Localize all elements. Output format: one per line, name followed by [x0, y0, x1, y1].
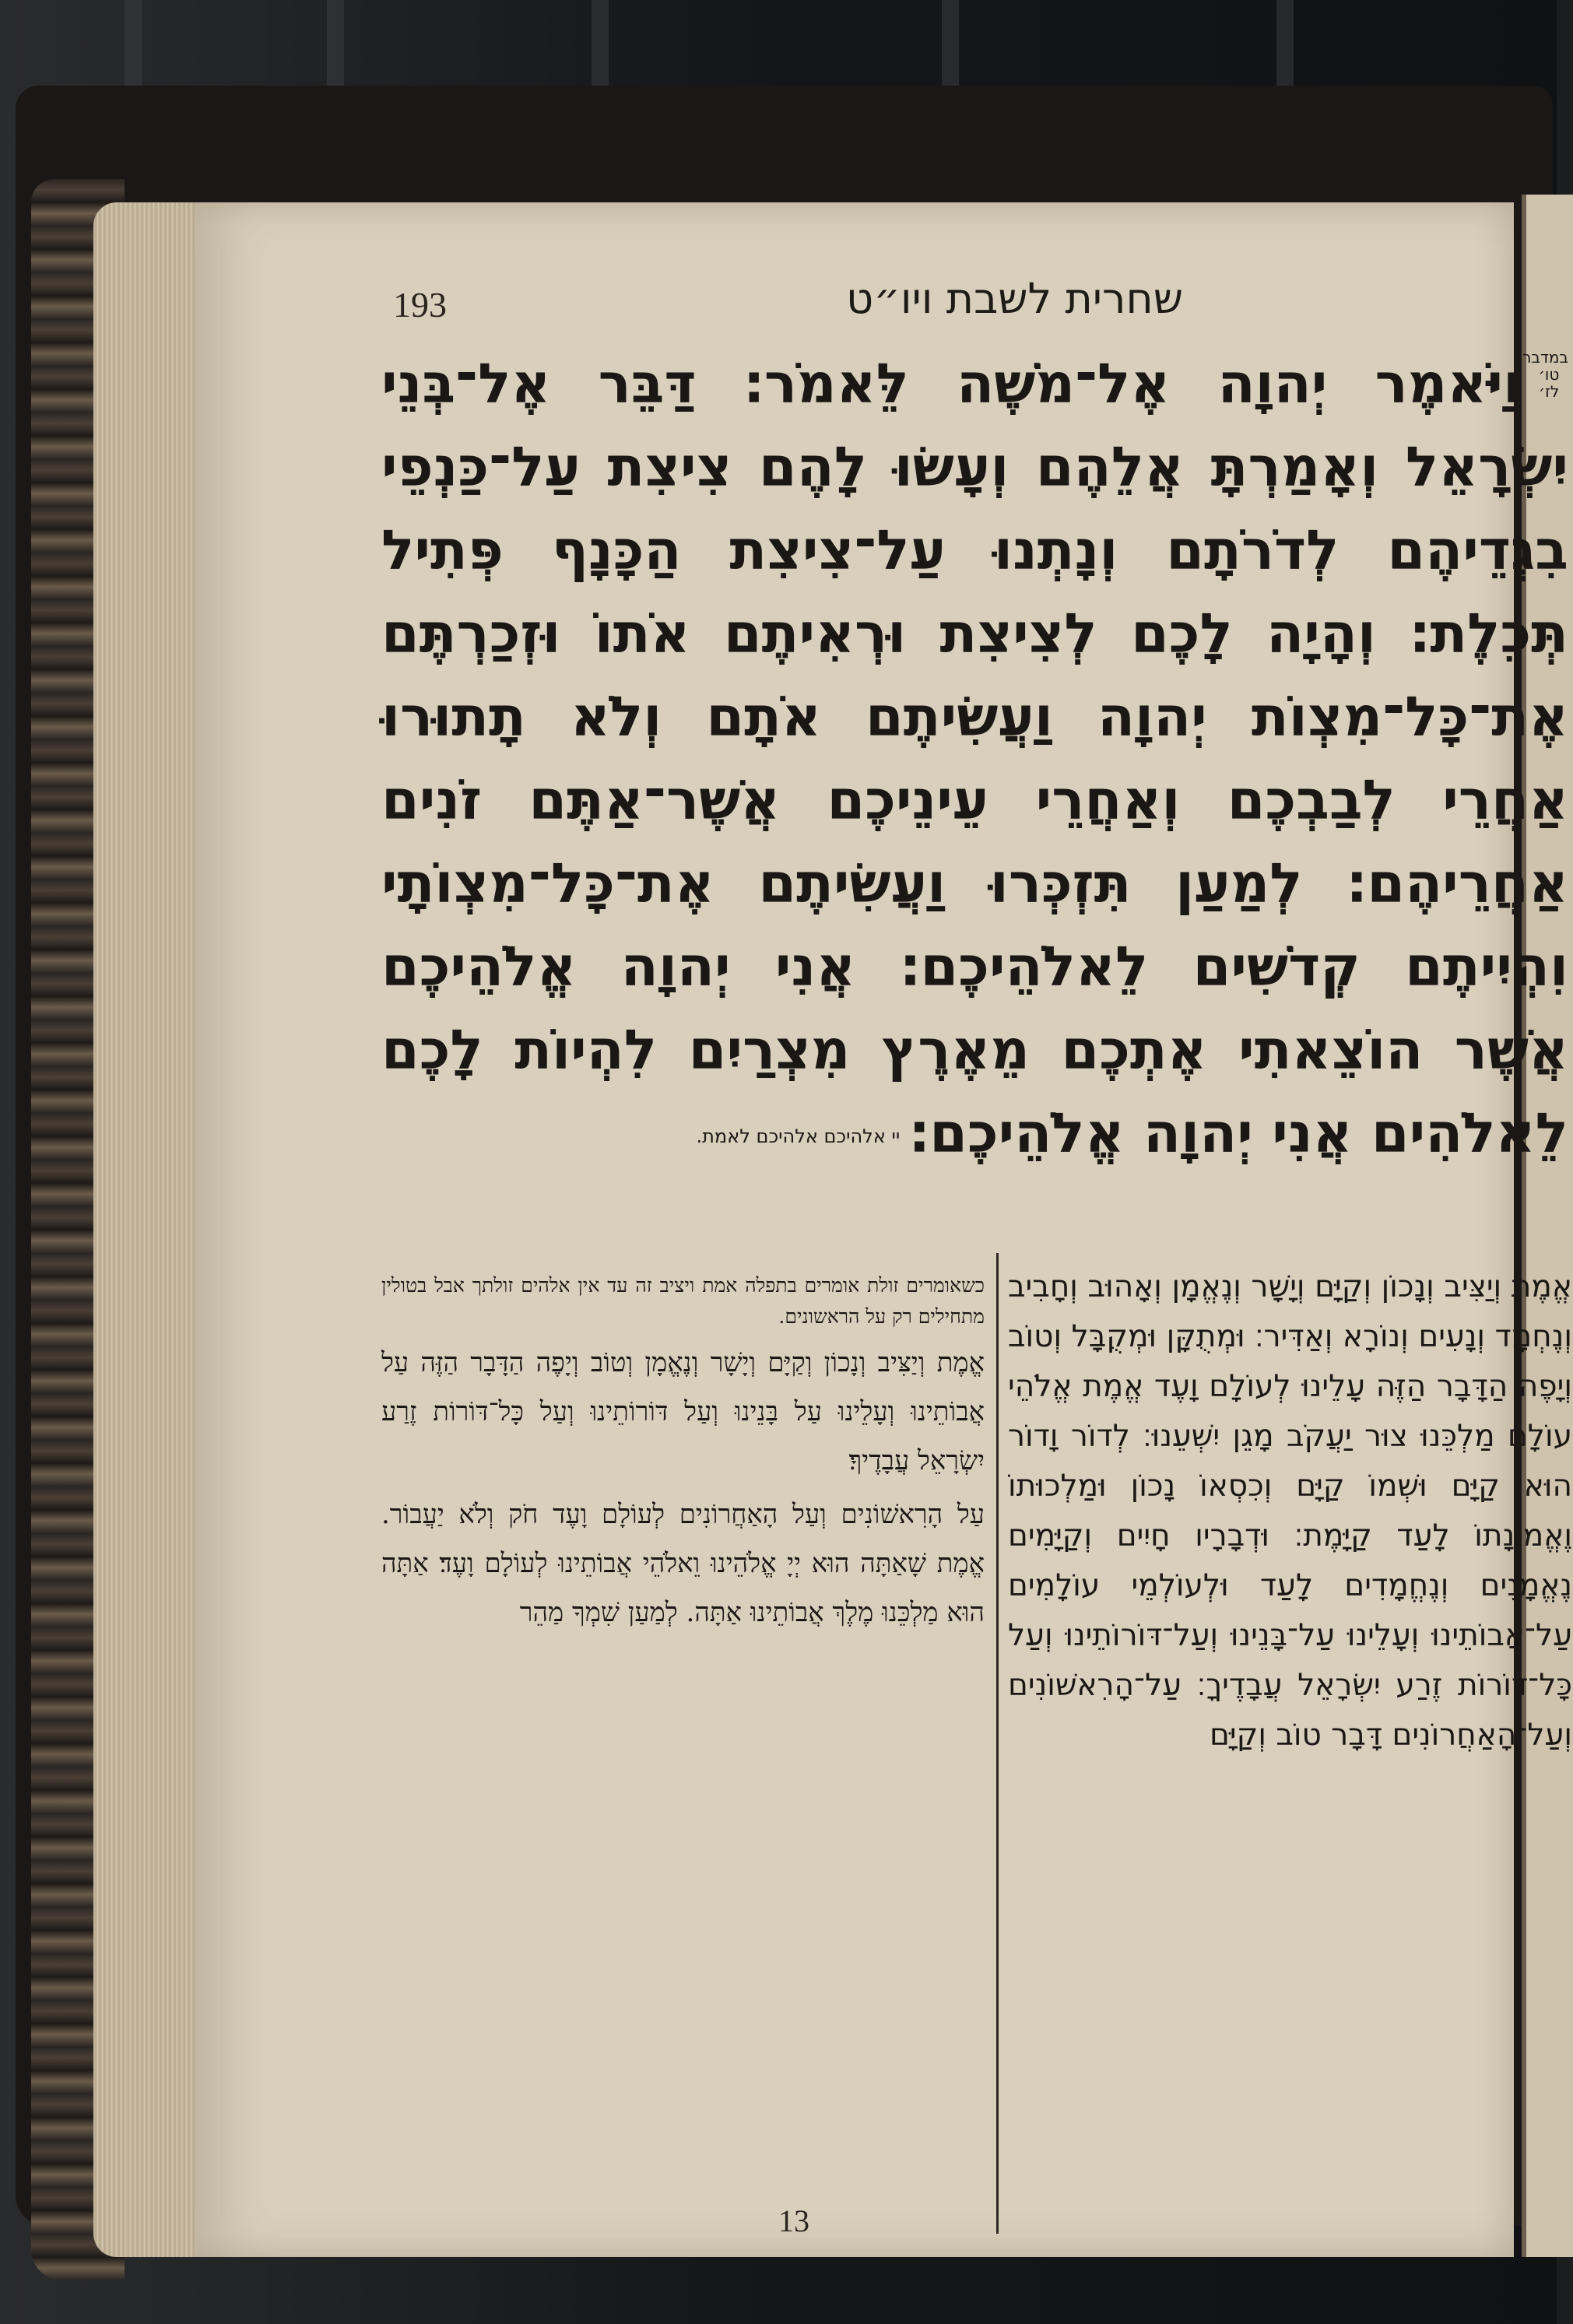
background-stripe — [125, 0, 142, 93]
running-head: שחרית לשבת ויו״ט — [846, 274, 1183, 323]
left-column-note: כשאומרים זולת אומרים בתפלה אמת ויציב זה עד אין אלהים זולתך אבל בטולין מתחילים רק על הראשונים. — [381, 1274, 985, 1328]
left-column — [381, 1270, 985, 1642]
left-column-paragraph: עַל הָרִאשׁוֹנִים וְעַל הָאַחֲרוֹנִים לְעוֹלָם וָעֶד חֹק וְלֹא יַעֲבוֹר. אֱמֶת שָׁאַתָּה הוּא יְיָ אֱלֹהֵינוּ וֵאלֹהֵי אֲבוֹתֵינוּ לְעוֹלָם וָעֶד׃ אַתָּה הוּא מַלְכֵּנוּ מֶלֶךְ אֲבוֹתֵינוּ אַתָּה. לְמַעַן שִׁמְךָ מַהֵר — [381, 1499, 985, 1628]
background-stripe — [1276, 0, 1294, 93]
page-content — [195, 202, 1572, 2257]
right-column-text: אֱמֶת וְיַצִּיב וְנָכוֹן וְקַיָּם וְיָשָׁר וְנֶאֱמָן וְאָהוּב וְחָבִיב וְנֶחְמָד וְנָעִים וְנוֹרָא וְאַדִּיר׃ וּמְתֻקָּן וּמְקֻבָּל וְטוֹב וְיָפֶה הַדָּבָר הַזֶּה עָלֵינוּ לְעוֹלָם וָעֶד אֱמֶת אֱלֹהֵי עוֹלָם מַלְכֵּנוּ צוּר יַעֲקֹב מָגֵן יִשְׁעֵנוּ׃ לְדוֹר וָדוֹר הוּא קַיָּם וּשְׁמוֹ קַיָּם וְכִסְאוֹ נָכוֹן וּמַלְכוּתוֹ וֶאֱמוּנָתוֹ לָעַד קַיָּמֶת׃ וּדְבָרָיו חָיִים וְקַיָּמִים נֶאֱמָנִים וְנֶחֱמָדִים לָעַד וּלְעוֹלְמֵי עוֹלָמִים עַל־אֲבוֹתֵינוּ וְעָלֵינוּ עַל־בָּנֵינוּ וְעַל־דּוֹרוֹתֵינוּ וְעַל כָּל־דּוֹרוֹת זֶרַע יִשְׂרָאֵל עֲבָדֶיךָ׃ עַל־הָרִאשׁוֹנִים וְעַל־הָאַחֲרוֹנִים דָּבָר טוֹב וְקַיָּם — [1008, 1269, 1572, 1753]
background-stripe — [327, 0, 344, 93]
main-passage-note: יי אלהיכם אלהיכם לאמת. — [696, 1125, 901, 1148]
background-stripe — [942, 0, 959, 93]
main-passage-text: וַיֹּאמֶר יְהוָה אֶל־מֹשֶׁה לֵּאמֹר׃ דַּבֵּר אֶל־בְּנֵי יִשְׂרָאֵל וְאָמַרְתָּ אֲלֵהֶם וְעָשׂוּ לָהֶם צִיצִת עַל־כַּנְפֵי בִגְדֵיהֶם לְדֹרֹתָם וְנָתְנוּ עַל־צִיצִת הַכָּנָף פְּתִיל תְּכֵלֶת׃ וְהָיָה לָכֶם לְצִיצִת וּרְאִיתֶם אֹתוֹ וּזְכַרְתֶּם אֶת־כָּל־מִצְוֹת יְהוָה וַעֲשִׂיתֶם אֹתָם וְלֹא תָתוּרוּ אַחֲרֵי לְבַבְכֶם וְאַחֲרֵי עֵינֵיכֶם אֲשֶׁר־אַתֶּם זֹנִים אַחֲרֵיהֶם׃ לְמַעַן תִּזְכְּרוּ וַעֲשִׂיתֶם אֶת־כָּל־מִצְוֹתָי וִהְיִיתֶם קְדֹשִׁים לֵאלֹהֵיכֶם׃ אֲנִי יְהוָה אֱלֹהֵיכֶם אֲשֶׁר הוֹצֵאתִי אֶתְכֶם מֵאֶרֶץ מִצְרַיִם לִהְיוֹת לָכֶם לֵאלֹהִים אֲנִי יְהוָה אֱלֹהֵיכֶם׃ — [381, 352, 1568, 1165]
signature-mark: 13 — [778, 2203, 809, 2238]
column-divider — [996, 1253, 999, 2234]
book — [16, 86, 1572, 2238]
book-page — [195, 202, 1572, 2257]
background-stripe — [592, 0, 609, 93]
page-stack-edge — [93, 202, 210, 2257]
page-number: 193 — [393, 285, 447, 325]
verse-reference: במדבר טו׳ לז׳ — [1522, 348, 1568, 401]
main-passage — [381, 342, 1568, 1178]
left-column-paragraph: אֱמֶת וְיַצִּיב וְנָכוֹן וְקַיָּם וְיָשָׁר וְנֶאֱמָן וְטוֹב וְיָפֶה הַדָּבָר הַזֶּה עַל אֲבוֹתֵינוּ וְעָלֵינוּ עַל בָּנֵינוּ וְעַל דּוֹרוֹתֵינוּ וְעַל כָּל־דּוֹרוֹת זֶרַע יִשְׂרָאֵל עֲבָדֶיךָ׃ — [381, 1347, 985, 1476]
